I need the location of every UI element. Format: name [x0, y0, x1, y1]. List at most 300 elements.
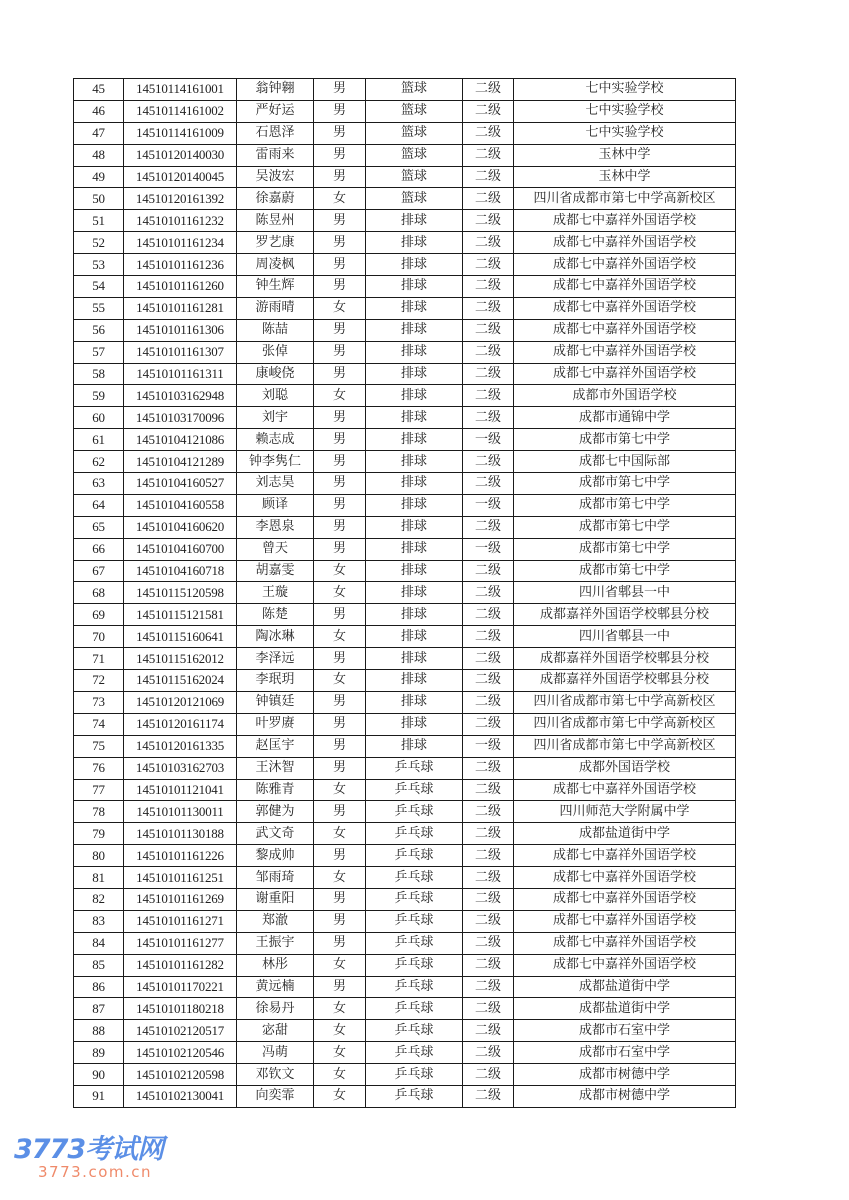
cell-school: 四川省成都市第七中学高新校区 [514, 188, 736, 210]
cell-athlete-id: 14510104121289 [124, 451, 237, 473]
cell-athlete-id: 14510115162024 [124, 670, 237, 692]
cell-gender: 女 [314, 1085, 366, 1107]
cell-name: 李恩泉 [237, 516, 314, 538]
cell-sport: 乒乓球 [366, 757, 463, 779]
table-row [74, 451, 736, 473]
cell-number: 58 [74, 363, 124, 385]
cell-name: 罗艺康 [237, 232, 314, 254]
table-row [74, 626, 736, 648]
cell-name: 林彤 [237, 954, 314, 976]
cell-school: 成都市树德中学 [514, 1085, 736, 1107]
cell-name: 陶冰琳 [237, 626, 314, 648]
cell-sport: 乒乓球 [366, 1064, 463, 1086]
table-row [74, 297, 736, 319]
cell-name: 郭健为 [237, 801, 314, 823]
cell-name: 王振宇 [237, 932, 314, 954]
cell-school: 成都七中嘉祥外国语学校 [514, 932, 736, 954]
cell-level: 一级 [463, 735, 514, 757]
cell-level: 二级 [463, 276, 514, 298]
cell-athlete-id: 14510101161236 [124, 254, 237, 276]
cell-number: 55 [74, 297, 124, 319]
cell-gender: 女 [314, 779, 366, 801]
cell-level: 二级 [463, 254, 514, 276]
cell-sport: 排球 [366, 670, 463, 692]
cell-sport: 排球 [366, 341, 463, 363]
cell-school: 成都市第七中学 [514, 494, 736, 516]
cell-level: 二级 [463, 626, 514, 648]
cell-number: 74 [74, 713, 124, 735]
cell-name: 邹雨琦 [237, 867, 314, 889]
cell-gender: 女 [314, 297, 366, 319]
cell-level: 二级 [463, 560, 514, 582]
cell-school: 成都市第七中学 [514, 516, 736, 538]
cell-athlete-id: 14510120121069 [124, 691, 237, 713]
cell-name: 王沐智 [237, 757, 314, 779]
cell-sport: 排球 [366, 582, 463, 604]
cell-school: 成都市石室中学 [514, 1020, 736, 1042]
cell-sport: 乒乓球 [366, 954, 463, 976]
cell-level: 二级 [463, 385, 514, 407]
cell-school: 四川省成都市第七中学高新校区 [514, 735, 736, 757]
table-row [74, 954, 736, 976]
cell-athlete-id: 14510101161269 [124, 888, 237, 910]
cell-number: 76 [74, 757, 124, 779]
cell-name: 严好运 [237, 100, 314, 122]
cell-number: 69 [74, 604, 124, 626]
cell-number: 56 [74, 319, 124, 341]
cell-athlete-id: 14510101180218 [124, 998, 237, 1020]
cell-athlete-id: 14510101161282 [124, 954, 237, 976]
cell-number: 51 [74, 210, 124, 232]
cell-athlete-id: 14510101121041 [124, 779, 237, 801]
cell-level: 二级 [463, 297, 514, 319]
cell-gender: 女 [314, 1042, 366, 1064]
cell-sport: 排球 [366, 319, 463, 341]
table-row [74, 1042, 736, 1064]
cell-name: 游雨晴 [237, 297, 314, 319]
cell-sport: 乒乓球 [366, 845, 463, 867]
cell-athlete-id: 14510120140030 [124, 144, 237, 166]
cell-number: 63 [74, 473, 124, 495]
cell-gender: 男 [314, 341, 366, 363]
cell-name: 康峻侥 [237, 363, 314, 385]
cell-number: 72 [74, 670, 124, 692]
cell-name: 胡嘉雯 [237, 560, 314, 582]
cell-number: 48 [74, 144, 124, 166]
cell-gender: 女 [314, 823, 366, 845]
cell-name: 刘志昊 [237, 473, 314, 495]
cell-level: 二级 [463, 166, 514, 188]
cell-athlete-id: 14510114161001 [124, 79, 237, 101]
cell-school: 四川省成都市第七中学高新校区 [514, 691, 736, 713]
table-row [74, 648, 736, 670]
cell-number: 79 [74, 823, 124, 845]
cell-school: 玉林中学 [514, 166, 736, 188]
cell-number: 65 [74, 516, 124, 538]
cell-sport: 乒乓球 [366, 888, 463, 910]
table-row [74, 166, 736, 188]
cell-sport: 篮球 [366, 122, 463, 144]
cell-level: 二级 [463, 713, 514, 735]
cell-sport: 乒乓球 [366, 823, 463, 845]
cell-name: 陈喆 [237, 319, 314, 341]
table-row [74, 407, 736, 429]
table-row [74, 494, 736, 516]
cell-number: 52 [74, 232, 124, 254]
cell-name: 陈昱州 [237, 210, 314, 232]
cell-level: 二级 [463, 188, 514, 210]
cell-athlete-id: 14510101161234 [124, 232, 237, 254]
table-row [74, 998, 736, 1020]
cell-gender: 男 [314, 363, 366, 385]
cell-gender: 男 [314, 976, 366, 998]
cell-gender: 男 [314, 516, 366, 538]
cell-name: 陈楚 [237, 604, 314, 626]
cell-gender: 女 [314, 954, 366, 976]
cell-number: 46 [74, 100, 124, 122]
cell-sport: 排球 [366, 735, 463, 757]
cell-sport: 乒乓球 [366, 932, 463, 954]
table-row [74, 604, 736, 626]
cell-name: 吴波宏 [237, 166, 314, 188]
table-row [74, 1020, 736, 1042]
cell-level: 二级 [463, 801, 514, 823]
cell-name: 向奕霏 [237, 1085, 314, 1107]
cell-athlete-id: 14510114161002 [124, 100, 237, 122]
site-watermark-logo [14, 1136, 163, 1180]
table-row [74, 363, 736, 385]
cell-gender: 男 [314, 932, 366, 954]
cell-school: 成都七中嘉祥外国语学校 [514, 363, 736, 385]
cell-sport: 排球 [366, 254, 463, 276]
cell-level: 二级 [463, 1042, 514, 1064]
cell-number: 64 [74, 494, 124, 516]
table-row [74, 932, 736, 954]
cell-sport: 排球 [366, 473, 463, 495]
table-row [74, 713, 736, 735]
cell-sport: 排球 [366, 232, 463, 254]
cell-number: 84 [74, 932, 124, 954]
cell-sport: 乒乓球 [366, 910, 463, 932]
table-row [74, 319, 736, 341]
cell-sport: 排球 [366, 363, 463, 385]
watermark-url: 3773.com.cn [38, 1163, 152, 1181]
cell-athlete-id: 14510101161306 [124, 319, 237, 341]
cell-athlete-id: 14510103162948 [124, 385, 237, 407]
cell-name: 周凌枫 [237, 254, 314, 276]
cell-school: 成都七中嘉祥外国语学校 [514, 867, 736, 889]
table-row [74, 341, 736, 363]
cell-number: 89 [74, 1042, 124, 1064]
cell-number: 67 [74, 560, 124, 582]
cell-level: 二级 [463, 1085, 514, 1107]
cell-name: 李珉玥 [237, 670, 314, 692]
cell-sport: 篮球 [366, 188, 463, 210]
cell-gender: 男 [314, 538, 366, 560]
cell-school: 四川省郫县一中 [514, 626, 736, 648]
cell-number: 68 [74, 582, 124, 604]
table-row [74, 1085, 736, 1107]
cell-athlete-id: 14510104160620 [124, 516, 237, 538]
cell-gender: 女 [314, 998, 366, 1020]
cell-sport: 乒乓球 [366, 1020, 463, 1042]
cell-name: 黄远楠 [237, 976, 314, 998]
table-row [74, 210, 736, 232]
cell-school: 成都七中嘉祥外国语学校 [514, 210, 736, 232]
cell-name: 郑澈 [237, 910, 314, 932]
cell-gender: 女 [314, 1064, 366, 1086]
cell-name: 李泽远 [237, 648, 314, 670]
cell-level: 二级 [463, 451, 514, 473]
cell-school: 成都外国语学校 [514, 757, 736, 779]
cell-gender: 女 [314, 1020, 366, 1042]
cell-number: 91 [74, 1085, 124, 1107]
cell-gender: 男 [314, 888, 366, 910]
cell-athlete-id: 14510101161277 [124, 932, 237, 954]
cell-sport: 篮球 [366, 144, 463, 166]
table-row [74, 867, 736, 889]
watermark-brand: 3773考试网 [14, 1134, 164, 1165]
cell-sport: 排球 [366, 276, 463, 298]
cell-school: 成都市第七中学 [514, 429, 736, 451]
cell-school: 成都市第七中学 [514, 538, 736, 560]
cell-gender: 男 [314, 451, 366, 473]
cell-school: 成都盐道街中学 [514, 976, 736, 998]
cell-name: 叶罗赓 [237, 713, 314, 735]
cell-gender: 男 [314, 429, 366, 451]
cell-athlete-id: 14510101170221 [124, 976, 237, 998]
cell-sport: 排球 [366, 713, 463, 735]
cell-athlete-id: 14510115160641 [124, 626, 237, 648]
cell-sport: 排球 [366, 210, 463, 232]
cell-name: 黎成帅 [237, 845, 314, 867]
cell-number: 86 [74, 976, 124, 998]
cell-level: 一级 [463, 429, 514, 451]
cell-name: 张倬 [237, 341, 314, 363]
cell-level: 二级 [463, 757, 514, 779]
cell-school: 成都市树德中学 [514, 1064, 736, 1086]
cell-gender: 女 [314, 188, 366, 210]
cell-gender: 男 [314, 166, 366, 188]
cell-gender: 男 [314, 494, 366, 516]
cell-number: 57 [74, 341, 124, 363]
table-row [74, 122, 736, 144]
cell-number: 81 [74, 867, 124, 889]
cell-level: 二级 [463, 363, 514, 385]
cell-level: 二级 [463, 648, 514, 670]
table-row [74, 735, 736, 757]
cell-athlete-id: 14510103170096 [124, 407, 237, 429]
cell-school: 成都市第七中学 [514, 560, 736, 582]
cell-level: 二级 [463, 932, 514, 954]
cell-school: 成都七中嘉祥外国语学校 [514, 276, 736, 298]
cell-number: 85 [74, 954, 124, 976]
cell-gender: 男 [314, 276, 366, 298]
cell-level: 二级 [463, 473, 514, 495]
cell-number: 54 [74, 276, 124, 298]
cell-name: 顾译 [237, 494, 314, 516]
cell-gender: 男 [314, 735, 366, 757]
cell-gender: 男 [314, 79, 366, 101]
cell-name: 徐嘉蔚 [237, 188, 314, 210]
cell-gender: 女 [314, 670, 366, 692]
cell-name: 刘聪 [237, 385, 314, 407]
cell-school: 七中实验学校 [514, 122, 736, 144]
cell-athlete-id: 14510102130041 [124, 1085, 237, 1107]
table-row [74, 670, 736, 692]
athlete-roster-table [73, 78, 736, 1108]
cell-name: 谢重阳 [237, 888, 314, 910]
cell-sport: 乒乓球 [366, 867, 463, 889]
cell-athlete-id: 14510104121086 [124, 429, 237, 451]
cell-level: 二级 [463, 582, 514, 604]
cell-athlete-id: 14510102120546 [124, 1042, 237, 1064]
table-row [74, 538, 736, 560]
cell-school: 成都七中嘉祥外国语学校 [514, 779, 736, 801]
cell-sport: 篮球 [366, 100, 463, 122]
cell-sport: 乒乓球 [366, 779, 463, 801]
cell-sport: 排球 [366, 538, 463, 560]
cell-school: 成都七中嘉祥外国语学校 [514, 319, 736, 341]
cell-gender: 男 [314, 319, 366, 341]
cell-level: 一级 [463, 494, 514, 516]
cell-school: 七中实验学校 [514, 79, 736, 101]
cell-level: 二级 [463, 1020, 514, 1042]
cell-level: 二级 [463, 210, 514, 232]
cell-number: 73 [74, 691, 124, 713]
cell-athlete-id: 14510103162703 [124, 757, 237, 779]
cell-number: 87 [74, 998, 124, 1020]
cell-gender: 男 [314, 604, 366, 626]
cell-athlete-id: 14510101161251 [124, 867, 237, 889]
table-row [74, 144, 736, 166]
table-row [74, 385, 736, 407]
roster-body [74, 79, 736, 1108]
cell-school: 四川省郫县一中 [514, 582, 736, 604]
cell-name: 钟生辉 [237, 276, 314, 298]
table-row [74, 516, 736, 538]
cell-number: 80 [74, 845, 124, 867]
cell-number: 88 [74, 1020, 124, 1042]
cell-school: 成都七中嘉祥外国语学校 [514, 954, 736, 976]
cell-gender: 男 [314, 122, 366, 144]
cell-name: 钟李隽仁 [237, 451, 314, 473]
cell-level: 二级 [463, 910, 514, 932]
cell-level: 二级 [463, 888, 514, 910]
cell-name: 冯萌 [237, 1042, 314, 1064]
table-row [74, 691, 736, 713]
cell-sport: 乒乓球 [366, 801, 463, 823]
cell-number: 49 [74, 166, 124, 188]
cell-number: 53 [74, 254, 124, 276]
cell-gender: 男 [314, 100, 366, 122]
cell-gender: 男 [314, 757, 366, 779]
cell-school: 成都七中嘉祥外国语学校 [514, 888, 736, 910]
cell-name: 宓甜 [237, 1020, 314, 1042]
cell-school: 四川省成都市第七中学高新校区 [514, 713, 736, 735]
cell-athlete-id: 14510120140045 [124, 166, 237, 188]
cell-level: 二级 [463, 823, 514, 845]
cell-sport: 乒乓球 [366, 1042, 463, 1064]
cell-gender: 男 [314, 407, 366, 429]
table-row [74, 582, 736, 604]
cell-gender: 女 [314, 626, 366, 648]
cell-gender: 女 [314, 385, 366, 407]
cell-number: 82 [74, 888, 124, 910]
table-row [74, 429, 736, 451]
cell-number: 47 [74, 122, 124, 144]
table-row [74, 779, 736, 801]
cell-number: 90 [74, 1064, 124, 1086]
cell-school: 成都盐道街中学 [514, 998, 736, 1020]
cell-gender: 男 [314, 713, 366, 735]
cell-gender: 男 [314, 232, 366, 254]
table-row [74, 823, 736, 845]
table-row [74, 276, 736, 298]
cell-sport: 排球 [366, 604, 463, 626]
cell-school: 成都嘉祥外国语学校郫县分校 [514, 670, 736, 692]
cell-level: 二级 [463, 691, 514, 713]
cell-sport: 排球 [366, 385, 463, 407]
cell-level: 二级 [463, 845, 514, 867]
cell-sport: 排球 [366, 407, 463, 429]
cell-athlete-id: 14510101161311 [124, 363, 237, 385]
cell-level: 二级 [463, 779, 514, 801]
cell-athlete-id: 14510102120598 [124, 1064, 237, 1086]
cell-sport: 篮球 [366, 166, 463, 188]
cell-gender: 男 [314, 691, 366, 713]
cell-sport: 排球 [366, 297, 463, 319]
cell-level: 二级 [463, 79, 514, 101]
cell-number: 61 [74, 429, 124, 451]
cell-gender: 男 [314, 144, 366, 166]
cell-level: 二级 [463, 604, 514, 626]
table-row [74, 188, 736, 210]
cell-number: 60 [74, 407, 124, 429]
cell-name: 赖志成 [237, 429, 314, 451]
cell-number: 66 [74, 538, 124, 560]
cell-athlete-id: 14510115121581 [124, 604, 237, 626]
cell-school: 玉林中学 [514, 144, 736, 166]
cell-school: 成都市第七中学 [514, 473, 736, 495]
cell-athlete-id: 14510101161260 [124, 276, 237, 298]
cell-level: 二级 [463, 670, 514, 692]
cell-level: 二级 [463, 144, 514, 166]
cell-gender: 女 [314, 560, 366, 582]
cell-gender: 男 [314, 910, 366, 932]
cell-level: 二级 [463, 407, 514, 429]
cell-level: 一级 [463, 538, 514, 560]
cell-gender: 男 [314, 210, 366, 232]
cell-name: 刘宇 [237, 407, 314, 429]
cell-school: 成都七中嘉祥外国语学校 [514, 845, 736, 867]
cell-sport: 排球 [366, 560, 463, 582]
cell-athlete-id: 14510101130188 [124, 823, 237, 845]
cell-number: 83 [74, 910, 124, 932]
cell-gender: 女 [314, 867, 366, 889]
cell-number: 45 [74, 79, 124, 101]
cell-name: 陈雅青 [237, 779, 314, 801]
cell-athlete-id: 14510114161009 [124, 122, 237, 144]
cell-athlete-id: 14510101161307 [124, 341, 237, 363]
table-row [74, 976, 736, 998]
cell-name: 王璇 [237, 582, 314, 604]
cell-level: 二级 [463, 341, 514, 363]
table-row [74, 1064, 736, 1086]
table-row [74, 254, 736, 276]
cell-athlete-id: 14510101161226 [124, 845, 237, 867]
cell-athlete-id: 14510120161174 [124, 713, 237, 735]
